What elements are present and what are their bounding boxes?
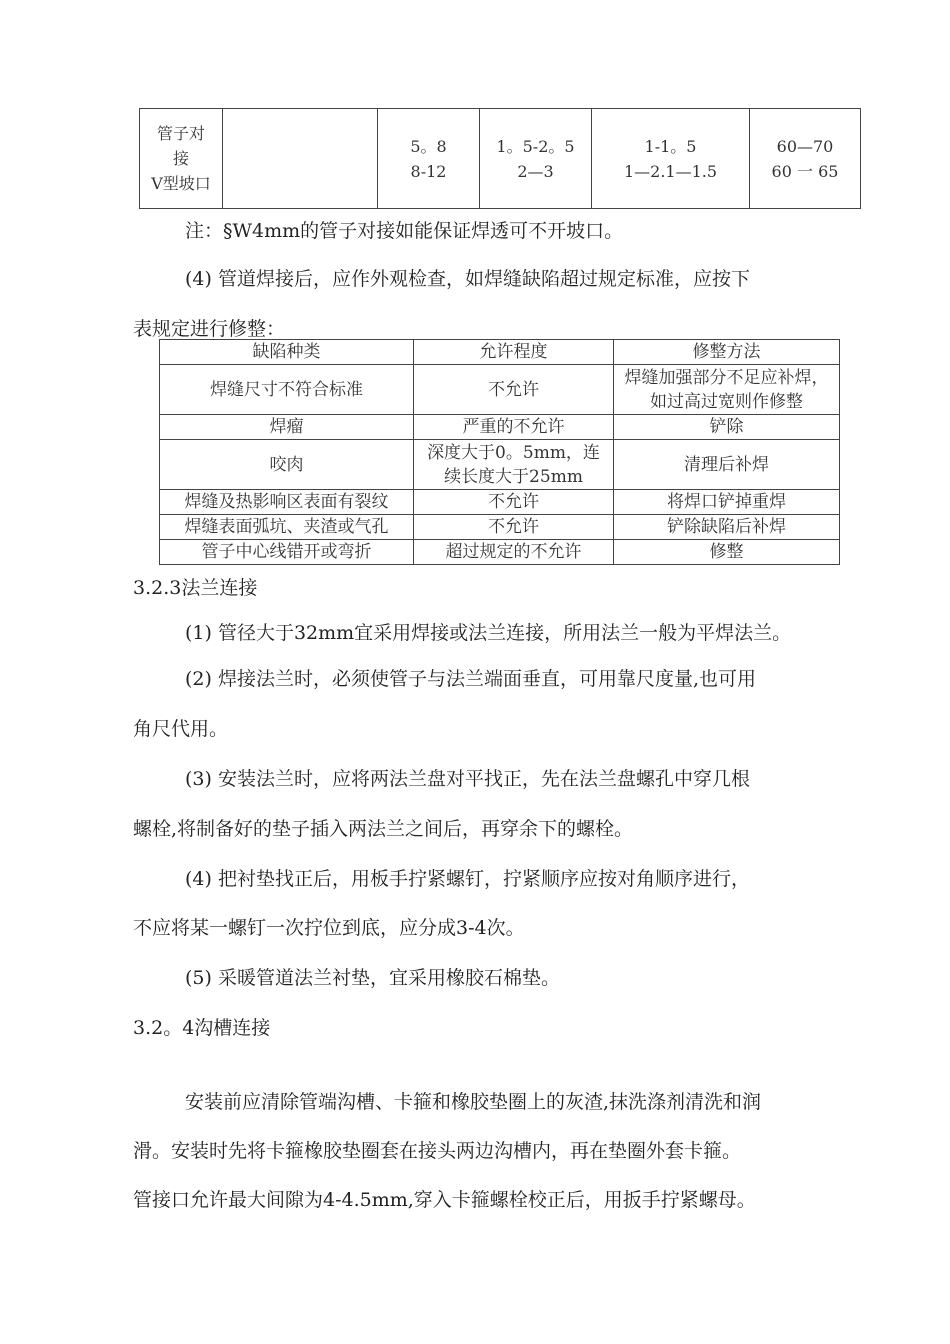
table-cell: 焊缝加强部分不足应补焊，如过高过宽则作修整 <box>614 365 840 415</box>
table-cell: 60—70 60 一 65 <box>750 109 861 209</box>
table-cell: 5。8 8-12 <box>378 109 480 209</box>
table-cell: 不允许 <box>414 515 614 540</box>
table-cell: 管子中心线错开或弯折 <box>160 540 414 565</box>
column-header: 允许程度 <box>414 340 614 365</box>
table-cell <box>223 109 378 209</box>
table-row <box>160 540 840 565</box>
table-cell: 超过规定的不允许 <box>414 540 614 565</box>
groove-spec-table <box>139 108 861 209</box>
paragraph-line: (4) 管道焊接后，应作外观检查，如焊缝缺陷超过规定标准，应按下 <box>185 268 750 290</box>
paragraph-line: 角尺代用。 <box>133 718 229 740</box>
table-cell: 咬肉 <box>160 440 414 490</box>
paragraph-line: 不应将某一螺钉一次拧位到底，应分成3-4次。 <box>133 917 525 939</box>
table-cell: 严重的不允许 <box>414 415 614 440</box>
column-header: 缺陷种类 <box>160 340 414 365</box>
paragraph-line: (5) 采暖管道法兰衬垫，宜采用橡胶石棉垫。 <box>185 967 560 989</box>
table-row <box>160 365 840 415</box>
paragraph-line: 螺栓,将制备好的垫子插入两法兰之间后，再穿余下的螺栓。 <box>133 818 634 840</box>
table-cell: 将焊口铲掉重焊 <box>614 490 840 515</box>
table-cell: 不允许 <box>414 490 614 515</box>
paragraph-line: (4) 把衬垫找正后，用板手拧紧螺钉，拧紧顺序应按对角顺序进行， <box>185 868 750 890</box>
table-cell: 焊缝尺寸不符合标准 <box>160 365 414 415</box>
table-cell: 深度大于0。5mm，连续长度大于25mm <box>414 440 614 490</box>
table-cell: 铲除 <box>614 415 840 440</box>
table-cell: 1-1。5 1—2.1—1.5 <box>592 109 750 209</box>
table-row <box>160 440 840 490</box>
paragraph-line: 滑。安装时先将卡箍橡胶垫圈套在接头两边沟槽内，再在垫圈外套卡箍。 <box>133 1140 742 1162</box>
paragraph-line: (2) 焊接法兰时，必须使管子与法兰端面垂直，可用靠尺度量,也可用 <box>185 668 756 690</box>
table-cell: 焊瘤 <box>160 415 414 440</box>
paragraph-line: 管接口允许最大间隙为4-4.5mm,穿入卡箍螺栓校正后，用扳手拧紧螺母。 <box>133 1189 756 1211</box>
table-cell: 1。5-2。5 2—3 <box>480 109 592 209</box>
table-row <box>160 490 840 515</box>
table-cell: 管子对 接 V型坡口 <box>140 109 223 209</box>
paragraph-line: 表规定进行修整： <box>133 318 286 340</box>
section-heading: 3.2。4沟槽连接 <box>133 1017 271 1039</box>
table-cell: 焊缝表面弧坑、夹渣或气孔 <box>160 515 414 540</box>
table-cell: 修整 <box>614 540 840 565</box>
note-text: 注：§W4mm的管子对接如能保证焊透可不开坡口。 <box>185 220 624 242</box>
defect-repair-table <box>159 339 840 565</box>
paragraph-line: (3) 安装法兰时，应将两法兰盘对平找正，先在法兰盘螺孔中穿几根 <box>185 768 750 790</box>
paragraph-line: 安装前应清除管端沟槽、卡箍和橡胶垫圈上的灰渣,抹洗涤剂清洗和润 <box>185 1091 762 1113</box>
table-row <box>160 515 840 540</box>
table-header-row <box>160 340 840 365</box>
paragraph-line: (1) 管径大于32mm宜采用焊接或法兰连接，所用法兰一般为平焊法兰。 <box>185 622 792 644</box>
column-header: 修整方法 <box>614 340 840 365</box>
table-row <box>140 109 861 209</box>
table-cell: 不允许 <box>414 365 614 415</box>
table-cell: 铲除缺陷后补焊 <box>614 515 840 540</box>
table-cell: 清理后补焊 <box>614 440 840 490</box>
section-heading: 3.2.3法兰连接 <box>133 577 258 599</box>
table-row <box>160 415 840 440</box>
table-cell: 焊缝及热影响区表面有裂纹 <box>160 490 414 515</box>
